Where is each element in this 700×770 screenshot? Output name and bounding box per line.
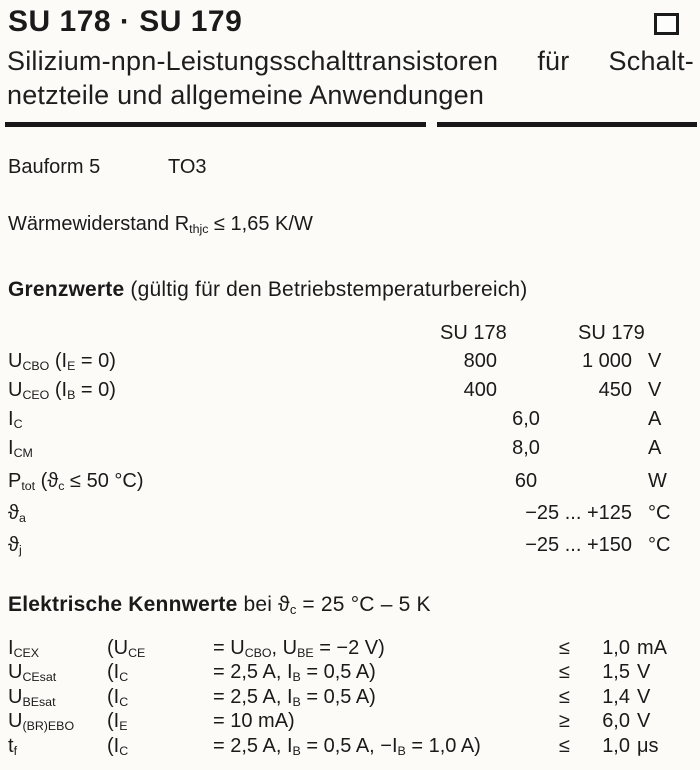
grenzwerte-heading-note: (gültig für den Betriebstemperaturbereich)	[124, 278, 528, 301]
condition-lhs: ($I_E$	[107, 710, 128, 733]
value-su178: 800	[463, 350, 497, 372]
unit: A	[648, 408, 662, 430]
table-row-ptot	[0, 470, 700, 496]
param-name: $U_{CBO}$ $(I_E = 0)$	[8, 350, 116, 373]
relation-symbol: ≤	[559, 661, 570, 683]
limit-value: 1,0	[602, 735, 630, 757]
unit: A	[648, 437, 662, 459]
param-name: $I_{CM}$	[8, 437, 33, 460]
relation-symbol: ≥	[559, 710, 570, 732]
limit-value: 1,0	[602, 637, 630, 659]
grenzwerte-column-headers	[0, 322, 700, 346]
condition-lhs: ($I_C$	[107, 686, 129, 709]
kennwerte-heading-bold: Elektrische Kennwerte	[8, 593, 238, 616]
unit: °C	[648, 502, 671, 524]
unit: V	[648, 350, 662, 372]
value-shared: −25 ... +125	[525, 502, 632, 524]
table-row-ubesat	[0, 686, 700, 712]
param-name: $P_{tot}$ ($ϑ_c \le 50$ °C)	[8, 470, 144, 493]
value-su178: 400	[463, 379, 497, 401]
table-row-uceo	[0, 379, 700, 405]
table-row-ucbo	[0, 350, 700, 376]
unit: V	[637, 710, 651, 732]
page-subtitle	[7, 44, 694, 112]
thermal-resistance-line: Wärmewiderstand $R_{thjc} \le 1,65$ K/W	[8, 213, 313, 236]
unit: V	[637, 686, 651, 708]
param-name: $I_{CEX}$	[8, 637, 40, 660]
condition-rhs: = 2,5 A, $I_B = 0,5$ A)	[213, 661, 376, 684]
unit: mA	[637, 637, 667, 659]
table-row-icex	[0, 637, 700, 663]
param-name: $I_C$	[8, 408, 23, 431]
divider-rule-right	[437, 122, 697, 127]
limit-value: 1,5	[602, 661, 630, 683]
table-row-theta-a	[0, 502, 700, 528]
column-header-su179: SU 179	[578, 322, 645, 344]
limit-value: 6,0	[602, 710, 630, 732]
param-name: $U_{CEO}$ $(I_B = 0)$	[8, 379, 116, 402]
relation-symbol: ≤	[559, 686, 570, 708]
param-name: $t_f$	[8, 735, 18, 758]
column-header-su178: SU 178	[440, 322, 507, 344]
grenzwerte-heading-bold: Grenzwerte	[8, 278, 125, 301]
condition-lhs: ($U_{CE}$	[107, 637, 146, 660]
condition-rhs: = 2,5 A, $I_B = 0,5$ A, $-I_B = 1,0$ A)	[213, 735, 481, 758]
page-title: SU 178 · SU 179	[8, 5, 243, 38]
kennwerte-heading	[8, 593, 431, 617]
unit: V	[637, 661, 651, 683]
param-name: $U_{BEsat}$	[8, 686, 56, 709]
grenzwerte-heading	[8, 278, 528, 302]
bauform-package: TO3	[168, 156, 207, 178]
table-row-tf	[0, 735, 700, 761]
condition-lhs: ($I_C$	[107, 661, 129, 684]
corner-box-icon	[654, 13, 679, 35]
unit: μs	[637, 735, 659, 757]
subtitle-line-1: Silizium-npn-Leistungsschalttransistoren für Schalt-	[7, 46, 694, 76]
param-name: $ϑ_j$	[8, 534, 22, 557]
table-row-theta-j	[0, 534, 700, 560]
value-shared: 8,0	[512, 437, 540, 459]
kennwerte-heading-note: bei $ϑ_c = 25$ °C – 5 K	[237, 593, 431, 617]
unit: °C	[648, 534, 671, 556]
condition-rhs: = 2,5 A, $I_B = 0,5$ A)	[213, 686, 376, 709]
value-su179: 1 000	[581, 350, 632, 372]
subtitle-line-2: netzteile und allgemeine Anwendungen	[7, 80, 485, 110]
bauform-line	[8, 156, 207, 179]
condition-rhs: = 10 mA)	[213, 710, 295, 732]
relation-symbol: ≤	[559, 637, 570, 659]
table-row-icm	[0, 437, 700, 463]
value-su179: 450	[598, 379, 632, 401]
unit: V	[648, 379, 662, 401]
param-name: $U_{(BR)EBO}$	[8, 710, 75, 733]
relation-symbol: ≤	[559, 735, 570, 757]
limit-value: 1,4	[602, 686, 630, 708]
table-row-ubrebo	[0, 710, 700, 736]
table-row-ic	[0, 408, 700, 434]
unit: W	[648, 470, 667, 492]
value-shared: 6,0	[512, 408, 540, 430]
table-row-ucesat	[0, 661, 700, 687]
param-name: $ϑ_a$	[8, 502, 26, 525]
value-shared: 60	[514, 470, 538, 492]
condition-lhs: ($I_C$	[107, 735, 129, 758]
param-name: $U_{CEsat}$	[8, 661, 57, 684]
bauform-label: Bauform 5	[8, 156, 101, 178]
divider-rule-left	[5, 122, 426, 127]
value-shared: −25 ... +150	[525, 534, 632, 556]
condition-rhs: = $U_{CBO}$, $U_{BE} = -2$ V)	[213, 637, 385, 660]
